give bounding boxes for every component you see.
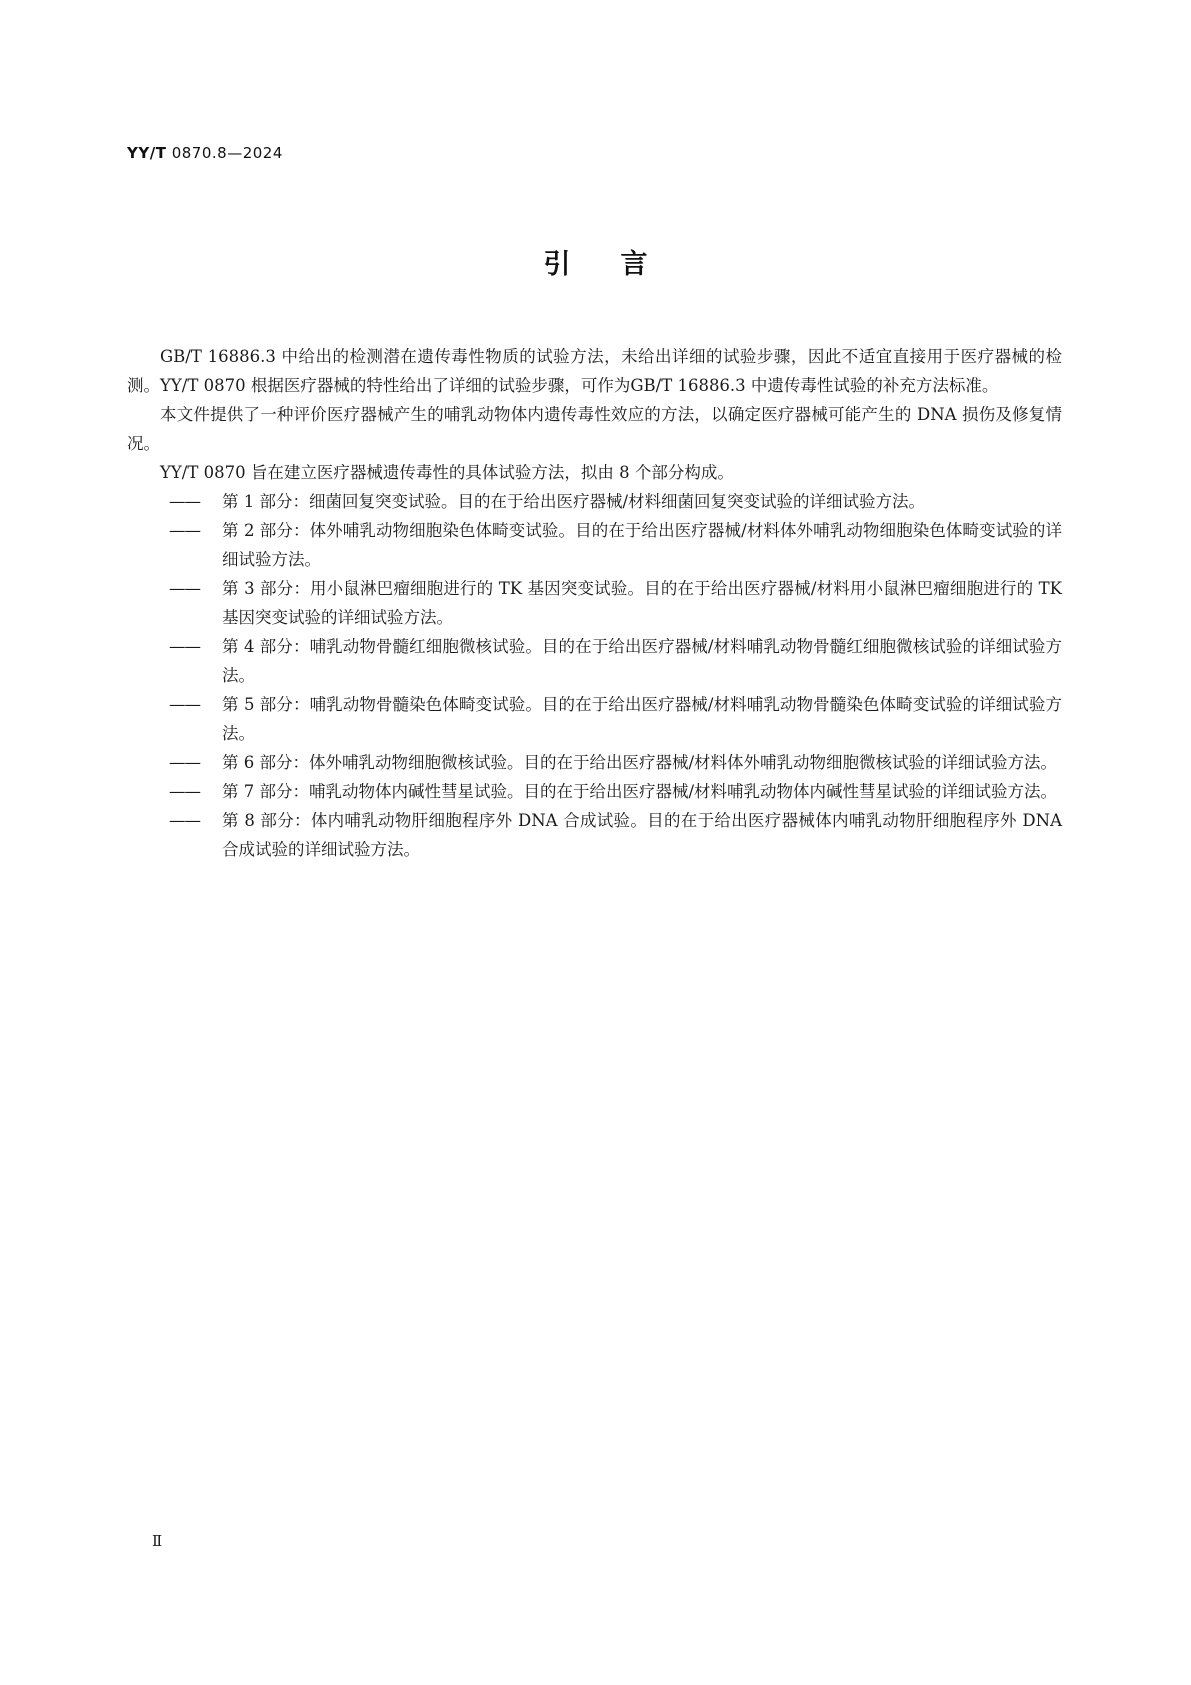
list-item-text: 第 2 部分：体外哺乳动物细胞染色体畸变试验。目的在于给出医疗器械/材料体外哺乳动物细胞染色体畸变试验的详细试验方法。 — [222, 521, 1062, 569]
list-item — [127, 806, 1062, 864]
list-item — [127, 777, 1062, 806]
list-item-text: 第 1 部分：细菌回复突变试验。目的在于给出医疗器械/材料细菌回复突变试验的详细试验方法。 — [222, 492, 926, 511]
list-item — [127, 487, 1062, 516]
page-title: 引言 — [543, 249, 698, 280]
paragraph: GB/T 16886.3 中给出的检测潜在遗传毒性物质的试验方法，未给出详细的试验步骤，因此不适宜直接用于医疗器械的检测。YY/T 0870 根据医疗器械的特性给出了详细的试验步骤，可作为GB/T 16886.3 中遗传毒性试验的补充方法标准。 — [127, 347, 1062, 395]
page-number: Ⅱ — [152, 1532, 163, 1550]
list-item-text: 第 3 部分：用小鼠淋巴瘤细胞进行的 TK 基因突变试验。目的在于给出医疗器械/材料用小鼠淋巴瘤细胞进行的 TK 基因突变试验的详细试验方法。 — [222, 579, 1062, 627]
list-item — [127, 574, 1062, 632]
standard-code — [127, 144, 283, 162]
list-dash: —— — [169, 811, 200, 830]
paragraph: 本文件提供了一种评价医疗器械产生的哺乳动物体内遗传毒性效应的方法，以确定医疗器械可能产生的 DNA 损伤及修复情况。 — [127, 405, 1062, 453]
list-dash: —— — [169, 782, 200, 801]
standard-code-prefix: YY/T — [127, 144, 167, 162]
paragraph: YY/T 0870 旨在建立医疗器械遗传毒性的具体试验方法，拟由 8 个部分构成。 — [160, 463, 734, 482]
list-item — [127, 690, 1062, 748]
list-item — [127, 516, 1062, 574]
list-item-text: 第 6 部分：体外哺乳动物细胞微核试验。目的在于给出医疗器械/材料体外哺乳动物细胞微核试验的详细试验方法。 — [222, 753, 1058, 772]
list-item-text: 第 5 部分：哺乳动物骨髓染色体畸变试验。目的在于给出医疗器械/材料哺乳动物骨髓染色体畸变试验的详细试验方法。 — [222, 695, 1062, 743]
standard-code-number: 0870.8—2024 — [166, 144, 283, 162]
list-dash: —— — [169, 492, 200, 511]
list-dash: —— — [169, 637, 200, 656]
list-dash: —— — [169, 695, 200, 714]
list-item — [127, 632, 1062, 690]
list-dash: —— — [169, 753, 200, 772]
list-dash: —— — [169, 579, 200, 598]
introduction-body — [127, 342, 1062, 864]
list-dash: —— — [169, 521, 200, 540]
list-item — [127, 748, 1062, 777]
list-item-text: 第 8 部分：体内哺乳动物肝细胞程序外 DNA 合成试验。目的在于给出医疗器械体内哺乳动物肝细胞程序外 DNA 合成试验的详细试验方法。 — [222, 811, 1062, 859]
list-item-text: 第 4 部分：哺乳动物骨髓红细胞微核试验。目的在于给出医疗器械/材料哺乳动物骨髓红细胞微核试验的详细试验方法。 — [222, 637, 1062, 685]
list-item-text: 第 7 部分：哺乳动物体内碱性彗星试验。目的在于给出医疗器械/材料哺乳动物体内碱性彗星试验的详细试验方法。 — [222, 782, 1058, 801]
